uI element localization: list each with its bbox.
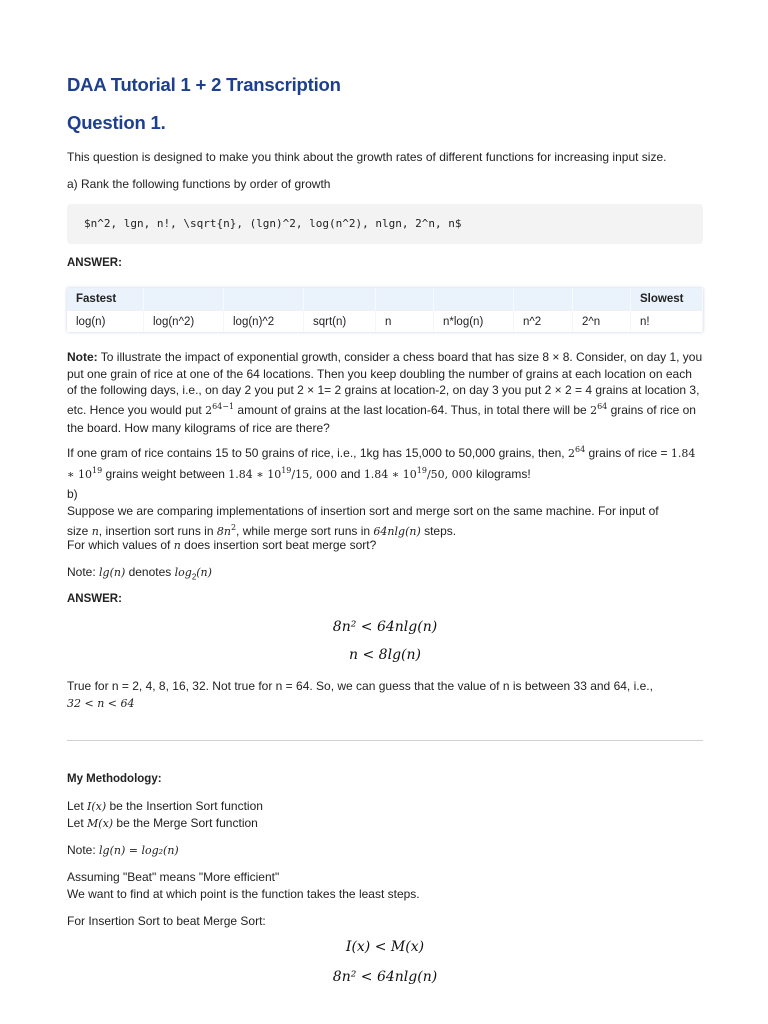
growth-ranking-table	[67, 288, 703, 332]
methodology-heading: My Methodology:	[67, 773, 162, 785]
rice-text: and	[337, 466, 364, 481]
insertion-cost: 8n	[216, 525, 231, 538]
table-cell: log(n)	[67, 311, 144, 333]
table-header	[434, 288, 514, 311]
answer-label-b: ANSWER:	[67, 593, 122, 605]
rice-power-exponent: 64	[574, 445, 586, 454]
methodology-text: be the Insertion Sort function	[106, 799, 263, 813]
methodology-note	[67, 842, 703, 860]
part-b-line	[67, 537, 703, 555]
methodology-text: be the Merge Sort function	[113, 816, 258, 830]
rice-value-exponent: 19	[416, 465, 427, 475]
part-b-text: size	[67, 524, 92, 538]
merge-function: M(x)	[87, 817, 114, 830]
equation-1: 8n² < 64nlg(n)	[332, 619, 438, 635]
table-cell: log(n^2)	[144, 311, 224, 333]
part-b-note-text: denotes	[125, 565, 175, 579]
equation-3: I(x) < M(x)	[345, 939, 425, 955]
log-argument: (n)	[196, 566, 212, 579]
rice-paragraph	[67, 442, 703, 483]
math-n: n	[173, 539, 181, 552]
methodology-line: Assuming "Beat" means "More efficient"	[67, 870, 280, 884]
part-b-note	[67, 564, 703, 586]
insertion-cost-exponent: 2	[230, 523, 237, 532]
table-cell: n	[376, 311, 434, 333]
table-header	[376, 288, 434, 311]
methodology-line: We want to find at which point is the function takes the least steps.	[67, 887, 420, 901]
part-b-text: does insertion sort beat merge sort?	[180, 538, 377, 552]
part-b-label: b)	[67, 487, 78, 501]
log-function: log	[174, 566, 192, 579]
table-cell: n*log(n)	[434, 311, 514, 333]
rice-text: grains of rice =	[585, 446, 671, 460]
note-power-base: 2	[590, 404, 598, 418]
methodology-line	[67, 798, 703, 816]
part-b-note-text: Note:	[67, 565, 100, 579]
table-header: Fastest	[67, 288, 144, 311]
note-label: Note:	[67, 350, 98, 364]
section-divider	[67, 740, 703, 741]
lg-function: lg(n)	[99, 566, 126, 579]
math-n: n	[91, 525, 99, 538]
note-text: To illustrate the impact of exponential growth, consider a chess board that has size 8 × 8. Consider, on day 1, you put one grain of rice at one of the 64 locations. Then you keep doubling the number of grains at each location on each of the following days, i.e., on day 2 you put 2 × 1= 2 grains at location-2, on day 3 you put 2 × 2 = 4 grains at location 3, etc. Hence you would put	[67, 350, 703, 418]
answer-label-a: ANSWER:	[67, 257, 122, 269]
note-power-exponent: 64−1	[212, 402, 235, 412]
insertion-function: I(x)	[87, 800, 107, 813]
rice-power-base: 2	[567, 447, 575, 460]
merge-cost: 64nlg(n)	[373, 525, 421, 538]
note-power-exponent: 64	[597, 402, 608, 412]
table-header	[144, 288, 224, 311]
part-a-prompt: a) Rank the following functions by order of growth	[67, 177, 331, 191]
methodology-line: For Insertion Sort to beat Merge Sort:	[67, 914, 266, 928]
table-cell: n!	[631, 311, 703, 333]
note-text: grains of rice on the board. How many kilograms of rice are there?	[67, 403, 696, 435]
functions-code-block: $n^2, lgn, n!, \sqrt{n}, (lgn)^2, log(n^2), nlgn, 2^n, n$	[67, 204, 703, 244]
table-header-row	[67, 288, 703, 311]
methodology-line	[67, 815, 703, 833]
lg-definition: lg(n) = log₂(n)	[99, 844, 179, 857]
log-base: 2	[191, 572, 197, 582]
document-title: DAA Tutorial 1 + 2 Transcription	[67, 74, 341, 95]
table-header	[573, 288, 631, 311]
table-header	[304, 288, 376, 311]
table-cell: sqrt(n)	[304, 311, 376, 333]
intro-paragraph: This question is designed to make you think about the growth rates of different functions for increasing input size.	[67, 150, 667, 164]
part-b-text: steps.	[420, 524, 457, 538]
rice-text: If one gram of rice contains 15 to 50 grains of rice, i.e., 1kg has 15,000 to 50,000 grains, then,	[67, 446, 568, 460]
part-b-text: For which values of	[67, 538, 174, 552]
rice-value-exponent: 19	[91, 465, 103, 475]
rice-value: 1.84 ∗ 10	[228, 467, 282, 481]
methodology-text: Note:	[67, 843, 100, 857]
table-row	[67, 311, 703, 333]
part-b-text: , insertion sort runs in	[98, 524, 217, 538]
table-cell: 2^n	[573, 311, 631, 333]
rice-text: grains weight between	[102, 466, 229, 481]
rice-value: 1.84 ∗ 10	[363, 467, 417, 481]
question-heading: Question 1.	[67, 112, 166, 133]
rice-value-tail: /15, 000	[291, 467, 338, 481]
range-math	[67, 695, 703, 713]
range-expression: 32 < n < 64	[67, 697, 135, 710]
rice-value-tail: /50, 000	[426, 467, 473, 481]
methodology-text: Let	[67, 816, 88, 830]
table-cell: n^2	[514, 311, 573, 333]
rice-value: 1.84 ∗ 10	[67, 447, 696, 481]
table-header	[514, 288, 573, 311]
note-text: amount of grains at the last location-64. Thus, in total there will be	[234, 403, 591, 418]
part-b-text: , while merge sort runs in	[236, 524, 374, 538]
conclusion-text: True for n = 2, 4, 8, 16, 32. Not true for n = 64. So, we can guess that the value of n is between 33 and 64, i.e.,	[67, 679, 653, 693]
note-power-base: 2	[205, 404, 213, 418]
equation-2: n < 8lg(n)	[349, 647, 421, 663]
equation-4: 8n² < 64nlg(n)	[332, 969, 438, 985]
note-paragraph	[67, 349, 703, 437]
part-b-line: Suppose we are comparing implementations of insertion sort and merge sort on the same machine. For input of	[67, 504, 659, 518]
rice-value-exponent: 19	[281, 465, 292, 475]
table-header: Slowest	[631, 288, 703, 311]
rice-text: kilograms!	[472, 466, 531, 481]
table-header	[224, 288, 304, 311]
table-cell: log(n)^2	[224, 311, 304, 333]
methodology-text: Let	[67, 799, 88, 813]
